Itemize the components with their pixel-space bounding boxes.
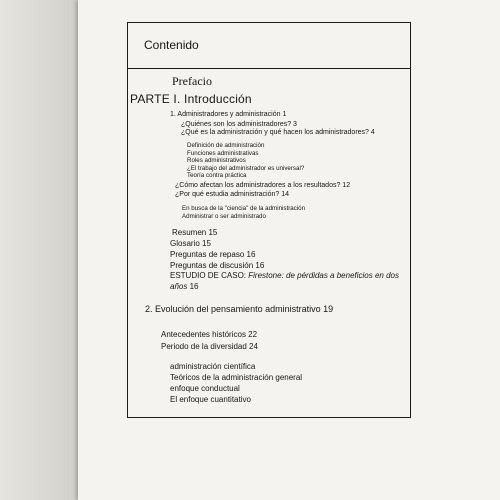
case-study-title-2: años [170,282,188,291]
discusion-entry: Preguntas de discusión 16 [170,261,265,270]
case-study-title: Firestone: de pérdidas a beneficios en dos [248,271,399,280]
ch2-subsection: Teóricos de la administración general [170,373,303,382]
chapter-1-title: 1. Administradores y administración 1 [170,111,287,118]
ch1-subsection: Administrar o ser administrado [182,213,266,220]
case-study-entry-line2 [170,282,198,291]
header-divider [128,68,410,69]
ch1-subsection: En busca de la "ciencia" de la administración [182,205,306,212]
prefacio-entry: Prefacio [172,74,212,88]
ch1-subsection: Definición de administración [187,142,265,149]
ch1-subsection: Teoría contra práctica [187,172,247,179]
case-study-page: 16 [187,282,199,291]
ch1-subsection: Funciones administrativas [187,149,259,157]
periodo-entry: Periodo de la diversidad 24 [161,342,258,351]
ch2-subsection: administración científica [170,362,256,371]
ch1-subsection: ¿El trabajo del administrador es universal? [187,164,305,172]
page-title: Contenido [144,38,199,52]
ch2-subsection: enfoque conductual [170,384,240,393]
case-study-entry [170,271,399,280]
ch1-section-1: ¿Quiénes son los administradores? 3 [181,121,297,128]
glosario-entry: Glosario 15 [170,239,211,248]
ch2-subsection: El enfoque cuantitativo [170,395,251,404]
ch1-section-2: ¿Qué es la administración y qué hacen los administradores? 4 [181,129,375,136]
chapter-2-title: 2. Evolución del pensamiento administrativo 19 [145,304,334,314]
contents-frame [127,22,411,418]
ch1-section-4: ¿Por qué estudia administración? 14 [175,191,290,198]
antecedentes-entry: Antecedentes históricos 22 [161,330,258,339]
resumen-entry: Resumen 15 [172,228,218,237]
part-title: PARTE I. Introducción [130,92,252,106]
ch1-section-3: ¿Cómo afectan los administradores a los resultados? 12 [175,182,351,189]
ch1-subsection: Roles administrativos [187,157,246,164]
repaso-entry: Preguntas de repaso 16 [170,250,256,259]
previous-page-edge [0,0,78,500]
case-study-prefix: ESTUDIO DE CASO: [170,271,249,280]
